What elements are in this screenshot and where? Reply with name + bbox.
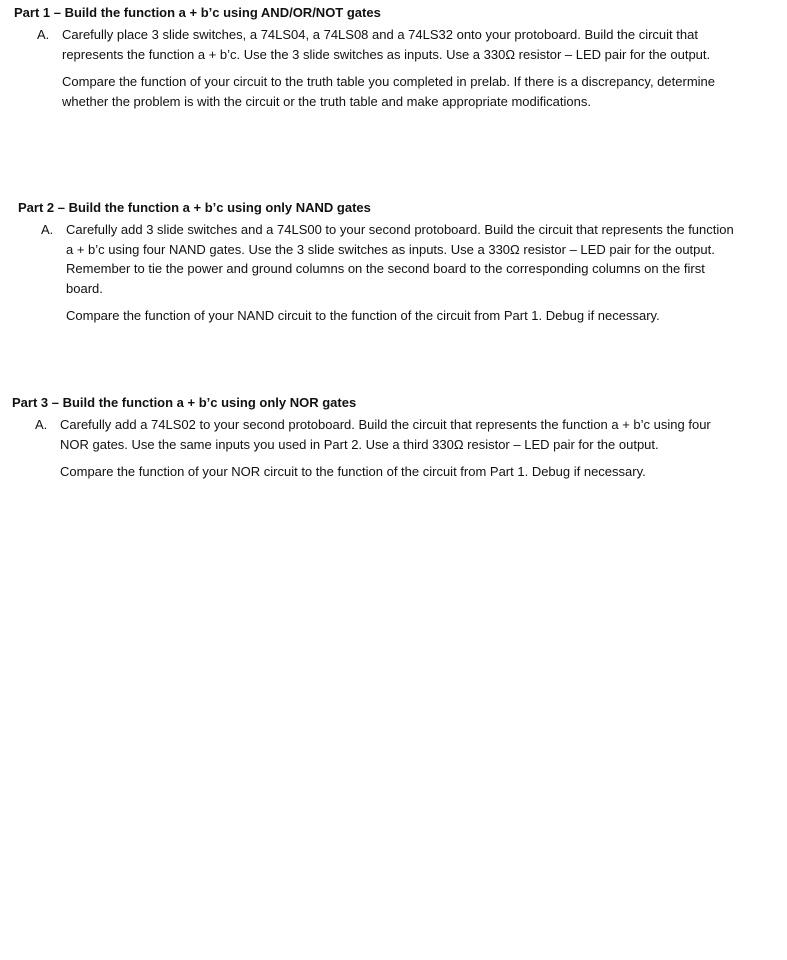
part-2-item-a — [18, 220, 738, 326]
part-3-item-a — [12, 415, 732, 482]
part-2-heading: Part 2 – Build the function a + b’c using only NAND gates — [18, 200, 371, 215]
part-2-instructions: Carefully add 3 slide switches and a 74LS00 to your second protoboard. Build the circuit that represents the function a + b’c using four NAND gates. Use the 3 slide switches as inputs. Use a 330Ω resistor – LED pair for the output. Remember to tie the power and ground columns on the second board to the corresponding columns on the first board. — [66, 222, 734, 296]
part-3-heading: Part 3 – Build the function a + b’c using only NOR gates — [12, 395, 357, 410]
part-3-instructions: Carefully add a 74LS02 to your second protoboard. Build the circuit that represents the function a + b’c using four NOR gates. Use the same inputs you used in Part 2. Use a third 330Ω resistor – LED pair for the output. — [60, 417, 711, 452]
part-1-instructions: Carefully place 3 slide switches, a 74LS04, a 74LS08 and a 74LS32 onto your protoboard. Build the circuit that represents the function a + b’c. Use the 3 slide switches as inputs. Use a 330Ω resistor – LED pair for the output. — [62, 27, 711, 62]
part-1-item-a — [14, 25, 734, 111]
part-3-section — [12, 393, 732, 482]
item-marker: A. — [35, 417, 48, 432]
part-2-section — [18, 198, 738, 326]
part-1-section — [14, 3, 734, 111]
part-2-compare: Compare the function of your NAND circuit to the function of the circuit from Part 1. Debug if necessary. — [66, 308, 660, 323]
item-marker: A. — [41, 222, 54, 237]
item-marker: A. — [37, 27, 50, 42]
part-1-compare: Compare the function of your circuit to the truth table you completed in prelab. If there is a discrepancy, determine whether the problem is with the circuit or the truth table and make appropriate modifications. — [62, 74, 715, 109]
part-3-compare: Compare the function of your NOR circuit to the function of the circuit from Part 1. Debug if necessary. — [60, 464, 646, 479]
part-1-heading: Part 1 – Build the function a + b’c using AND/OR/NOT gates — [14, 5, 381, 20]
